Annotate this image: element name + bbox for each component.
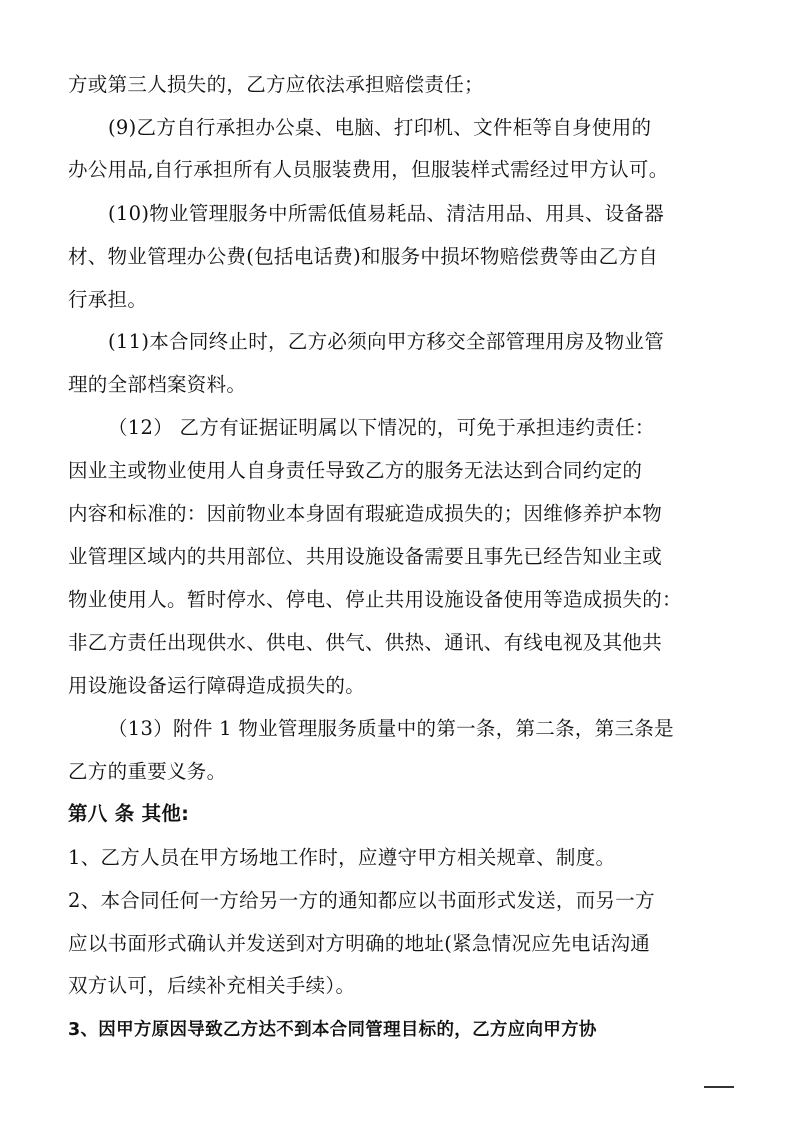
text-line-7: (11)本合同终止时，乙方必须向甲方移交全部管理用房及物业管 (108, 330, 665, 353)
text-line-20: 2、本合同任何一方给另一方的通知都应以书面形式发送，而另一方 (68, 889, 655, 912)
text-line-12: 业管理区域内的共用部位、共用设施设备需要且事先已经告知业主或 (68, 545, 663, 568)
text-line-11: 内容和标准的：因前物业本身固有瑕疵造成损失的；因维修养护本物 (68, 502, 663, 525)
text-line-21: 应以书面形式确认并发送到对方明确的地址(紧急情况应先电话沟通 (68, 932, 651, 955)
text-line-9: （12） 乙方有证据证明属以下情况的，可免于承担违约责任： (108, 416, 655, 439)
text-line-15: 用设施设备运行障碍造成损失的。 (68, 674, 366, 697)
text-line-14: 非乙方责任出现供水、供电、供气、供热、通讯、有线电视及其他共 (68, 631, 663, 654)
text-line-3: 办公用品,自行承担所有人员服装费用，但服装样式需经过甲方认可。 (68, 158, 669, 181)
text-line-23: 3、因甲方原因导致乙方达不到本合同管理目标的，乙方应向甲方协 (68, 1020, 597, 1040)
text-line-1: 方或第三人损失的，乙方应依法承担赔偿责任； (68, 73, 484, 96)
text-line-10: 因业主或物业使用人自身责任导致乙方的服务无法达到合同约定的 (68, 459, 643, 482)
text-line-19: 1、乙方人员在甲方场地工作时，应遵守甲方相关规章、制度。 (68, 846, 616, 869)
text-line-13: 物业使用人。暂时停水、停电、停止共用设施设备使用等造成损失的： (68, 588, 682, 611)
text-line-4: (10)物业管理服务中所需低值易耗品、清洁用品、用具、设备器 (108, 202, 665, 225)
text-line-16: （13）附件 1 物业管理服务质量中的第一条，第二条，第三条是 (108, 717, 674, 740)
scan-mark (704, 1086, 734, 1088)
text-line-17: 乙方的重要义务。 (68, 760, 227, 783)
text-line-22: 双方认可，后续补充相关手续）。 (68, 974, 356, 997)
text-line-5: 材、物业管理办公费(包括电话费)和服务中损坏物赔偿费等由乙方自 (68, 245, 659, 268)
section-heading: 第八 条 其他: (68, 802, 190, 825)
text-line-6: 行承担。 (68, 288, 148, 311)
text-line-8: 理的全部档案资料。 (68, 373, 247, 396)
text-line-2: (9)乙方自行承担办公桌、电脑、打印机、文件柜等自身使用的 (108, 116, 652, 139)
